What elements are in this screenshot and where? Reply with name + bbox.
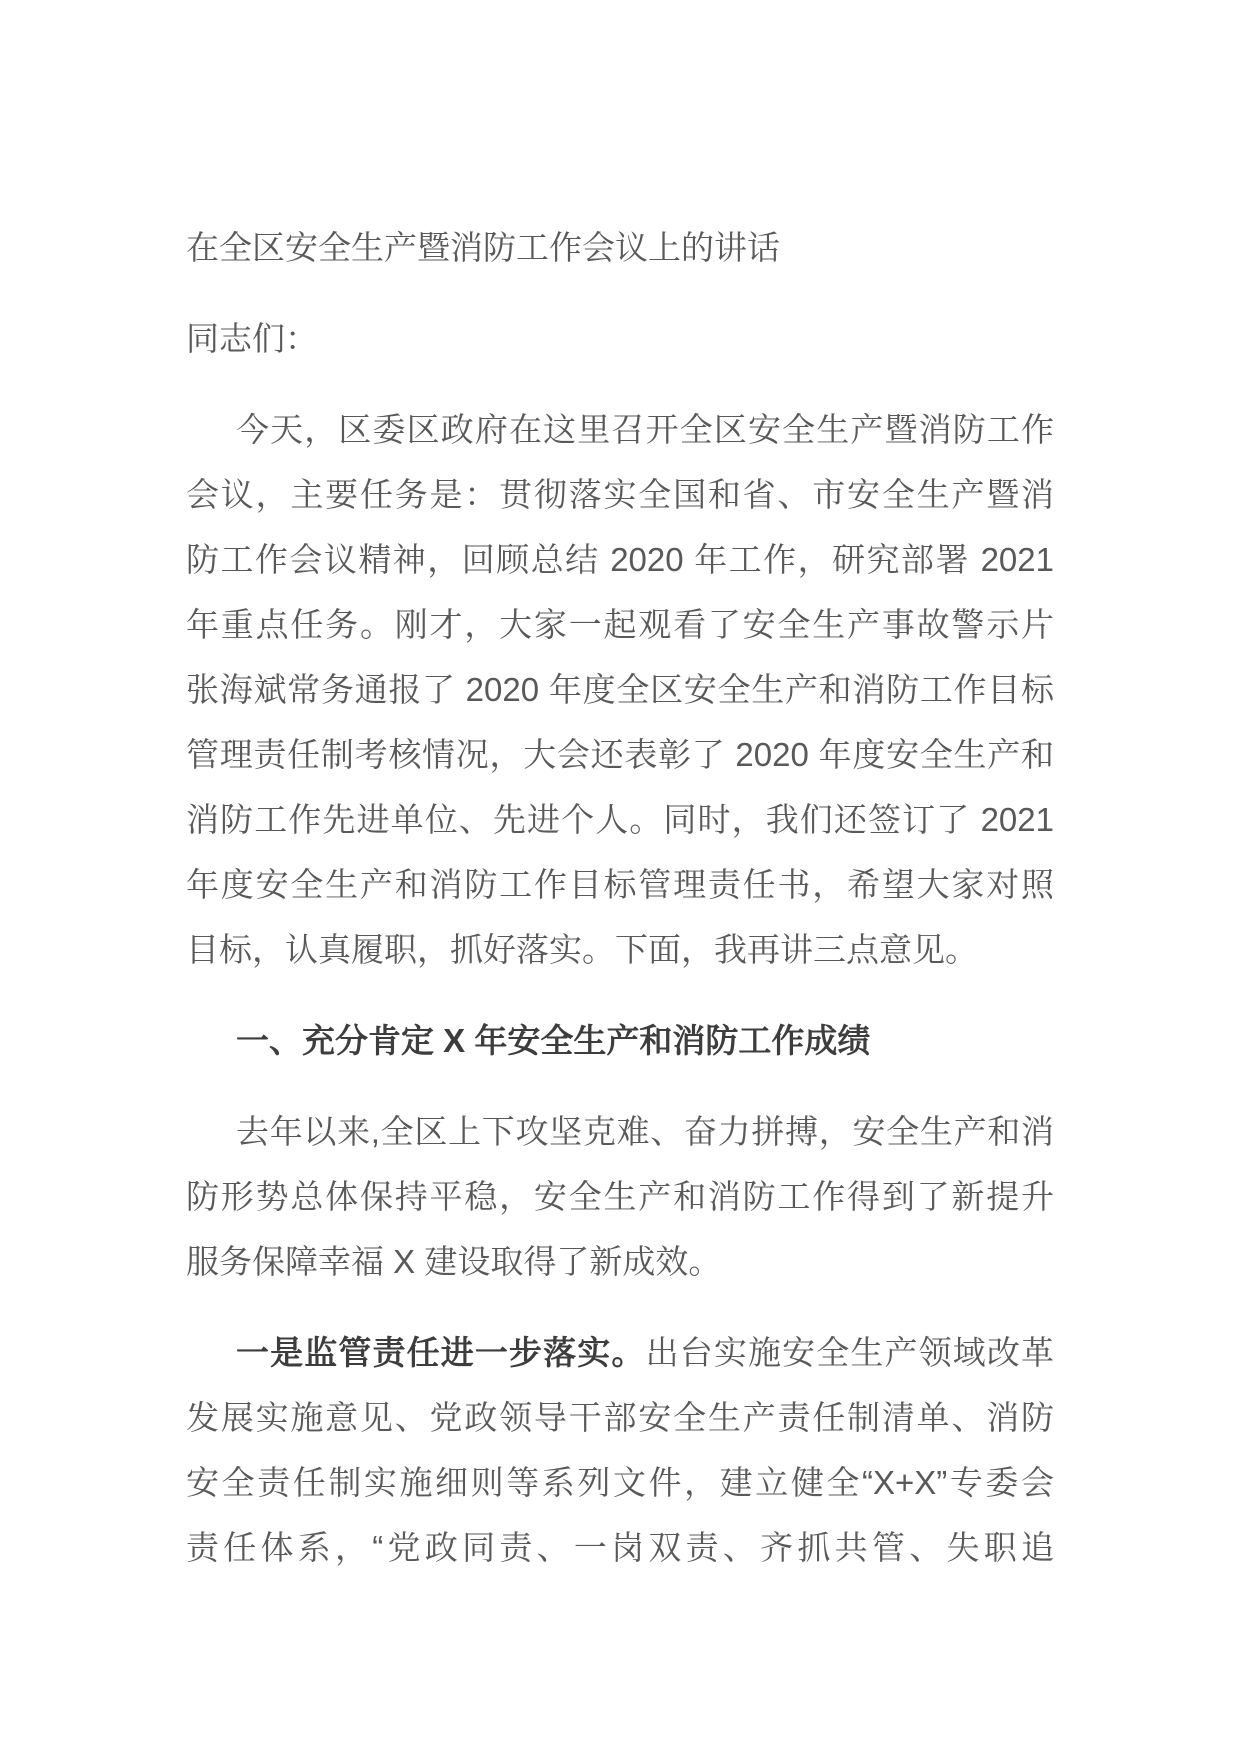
greeting-block [186,306,1054,371]
p1-line-3: 防工作会议精神，回顾总结 2020 年工作，研究部署 2021 [186,541,1054,578]
p1-line-6: 管理责任制考核情况，大会还表彰了 2020 年度安全生产和 [186,736,1054,773]
p1-line-7: 消防工作先进单位、先进个人。同时，我们还签订了 2021 [186,801,1054,838]
p1-line-9: 目标，认真履职，抓好落实。下面，我再讲三点意见。 [186,931,978,968]
greeting: 同志们： [186,320,318,357]
heading-1-block [186,1008,1054,1073]
p3-lead-in-bold: 一是监管责任进一步落实。 [236,1334,646,1371]
p1-line-5: 张海斌常务通报了 2020 年度全区安全生产和消防工作目标 [186,671,1054,708]
paragraph-3 [186,1320,1054,1580]
paragraph-2 [186,1099,1054,1294]
p1-line-8: 年度安全生产和消防工作目标管理责任书，希望大家对照 [186,866,1054,903]
p3-line-3: 安全责任制实施细则等系列文件，建立健全“X+X”专委会 [186,1464,1054,1501]
p2-line-1: 去年以来,全区上下攻坚克难、奋力拼搏，安全生产和消 [236,1113,1054,1150]
doc-title: 在全区安全生产暨消防工作会议上的讲话 [186,229,780,266]
p3-line-2: 发展实施意见、党政领导干部安全生产责任制清单、消防 [186,1399,1054,1436]
title-block [186,215,1054,280]
p1-line-1: 今天，区委区政府在这里召开全区安全生产暨消防工作 [236,411,1054,448]
p2-line-2: 防形势总体保持平稳，安全生产和消防工作得到了新提升 [186,1178,1054,1215]
p1-line-2: 会议，主要任务是：贯彻落实全国和省、市安全生产暨消 [186,476,1054,513]
paragraph-1 [186,397,1054,982]
p1-line-4: 年重点任务。刚才，大家一起观看了安全生产事故警示片 [186,606,1054,643]
section-heading-1: 一、充分肯定 X 年安全生产和消防工作成绩 [236,1022,871,1059]
p3-line-4: 责任体系，“党政同责、一岗双责、齐抓共管、失职追 [186,1529,1054,1566]
p3-line-1 [186,1320,1054,1385]
p3-lead-in-rest: 出台实施安全生产领域改革 [645,1334,1055,1371]
p2-line-3: 服务保障幸福 X 建设取得了新成效。 [186,1243,722,1280]
